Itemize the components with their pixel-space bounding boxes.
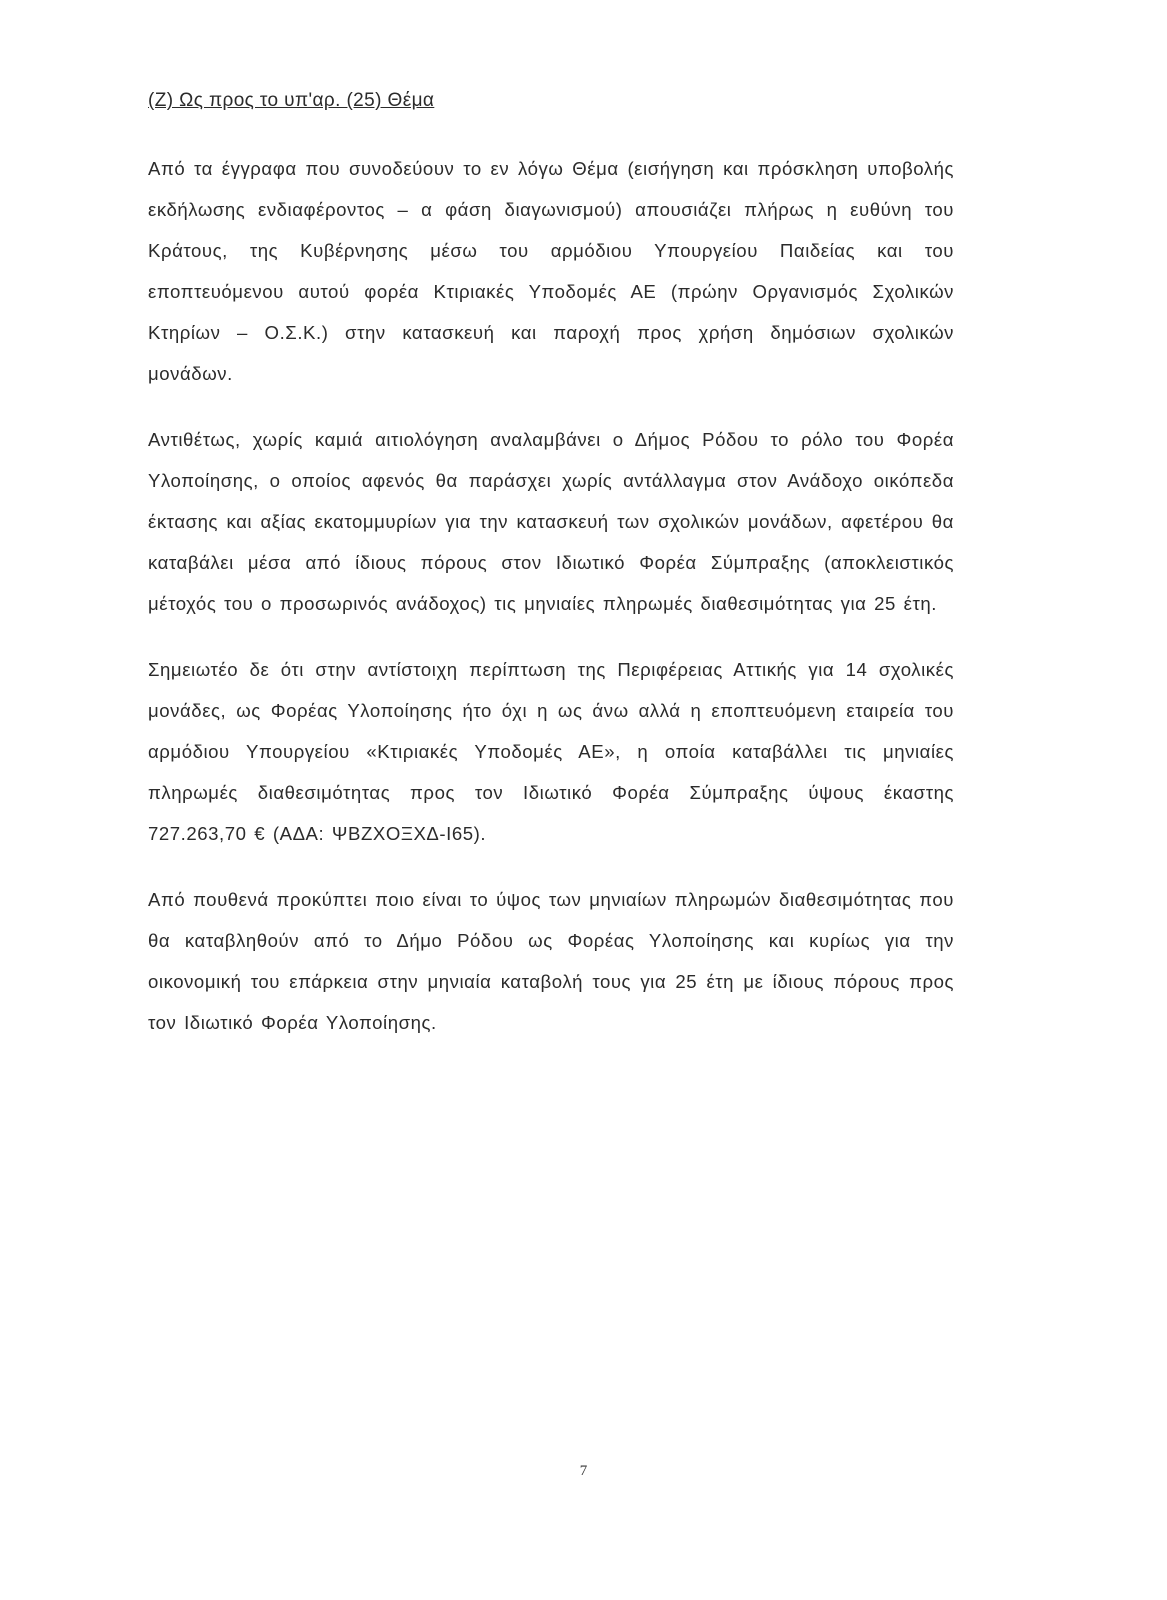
paragraph-1: Από τα έγγραφα που συνοδεύουν το εν λόγω Θέμα (εισήγηση και πρόσκληση υποβολής εκδήλωσης ενδιαφέροντος – α φάση διαγωνισμού) απουσιάζει πλήρως η ευθύνη του Κράτους, της Κυβέρνησης μέσω του αρμόδιου Υπουργείου Παιδείας και του εποπτευόμενου αυτού φορέα Κτιριακές Υποδομές ΑΕ (πρώην Οργανισμός Σχολικών Κτηρίων – Ο.Σ.Κ.) στην κατασκευή και παροχή προς χρήση δημόσιων σχολικών μονάδων. [148,158,954,384]
document-body [148,88,954,1068]
page-number: 7 [579,1463,588,1479]
paragraph-2: Αντιθέτως, χωρίς καμιά αιτιολόγηση αναλαμβάνει ο Δήμος Ρόδου το ρόλο του Φορέα Υλοποίησης, ο οποίος αφενός θα παράσχει χωρίς αντάλλαγμα στον Ανάδοχο οικόπεδα έκτασης και αξίας εκατομμυρίων για την κατασκευή των σχολικών μονάδων, αφετέρου θα καταβάλει μέσα από ίδιους πόρους στον Ιδιωτικό Φορέα Σύμπραξης (αποκλειστικός μέτοχός του ο προσωρινός ανάδοχος) τις μηνιαίες πληρωμές διαθεσιμότητας για 25 έτη. [148,429,954,614]
paragraph-3: Σημειωτέο δε ότι στην αντίστοιχη περίπτωση της Περιφέρειας Αττικής για 14 σχολικές μονάδες, ως Φορέας Υλοποίησης ήτο όχι η ως άνω αλλά η εποπτευόμενη εταιρεία του αρμόδιου Υπουργείου «Κτιριακές Υποδομές ΑΕ», η οποία καταβάλλει τις μηνιαίες πληρωμές διαθεσιμότητας προς τον Ιδιωτικό Φορέα Σύμπραξης ύψους έκαστης 727.263,70 € (ΑΔΑ: ΨΒΖΧΟΞΧΔ-Ι65). [148,659,954,844]
section-heading: (Ζ) Ως προς το υπ'αρ. (25) Θέμα [148,90,435,111]
paragraph-4: Από πουθενά προκύπτει ποιο είναι το ύψος των μηνιαίων πληρωμών διαθεσιμότητας που θα καταβληθούν από το Δήμο Ρόδου ως Φορέας Υλοποίησης και κυρίως για την οικονομική του επάρκεια στην μηνιαία καταβολή τους για 25 έτη με ίδιους πόρους προς τον Ιδιωτικό Φορέα Υλοποίησης. [148,889,954,1033]
